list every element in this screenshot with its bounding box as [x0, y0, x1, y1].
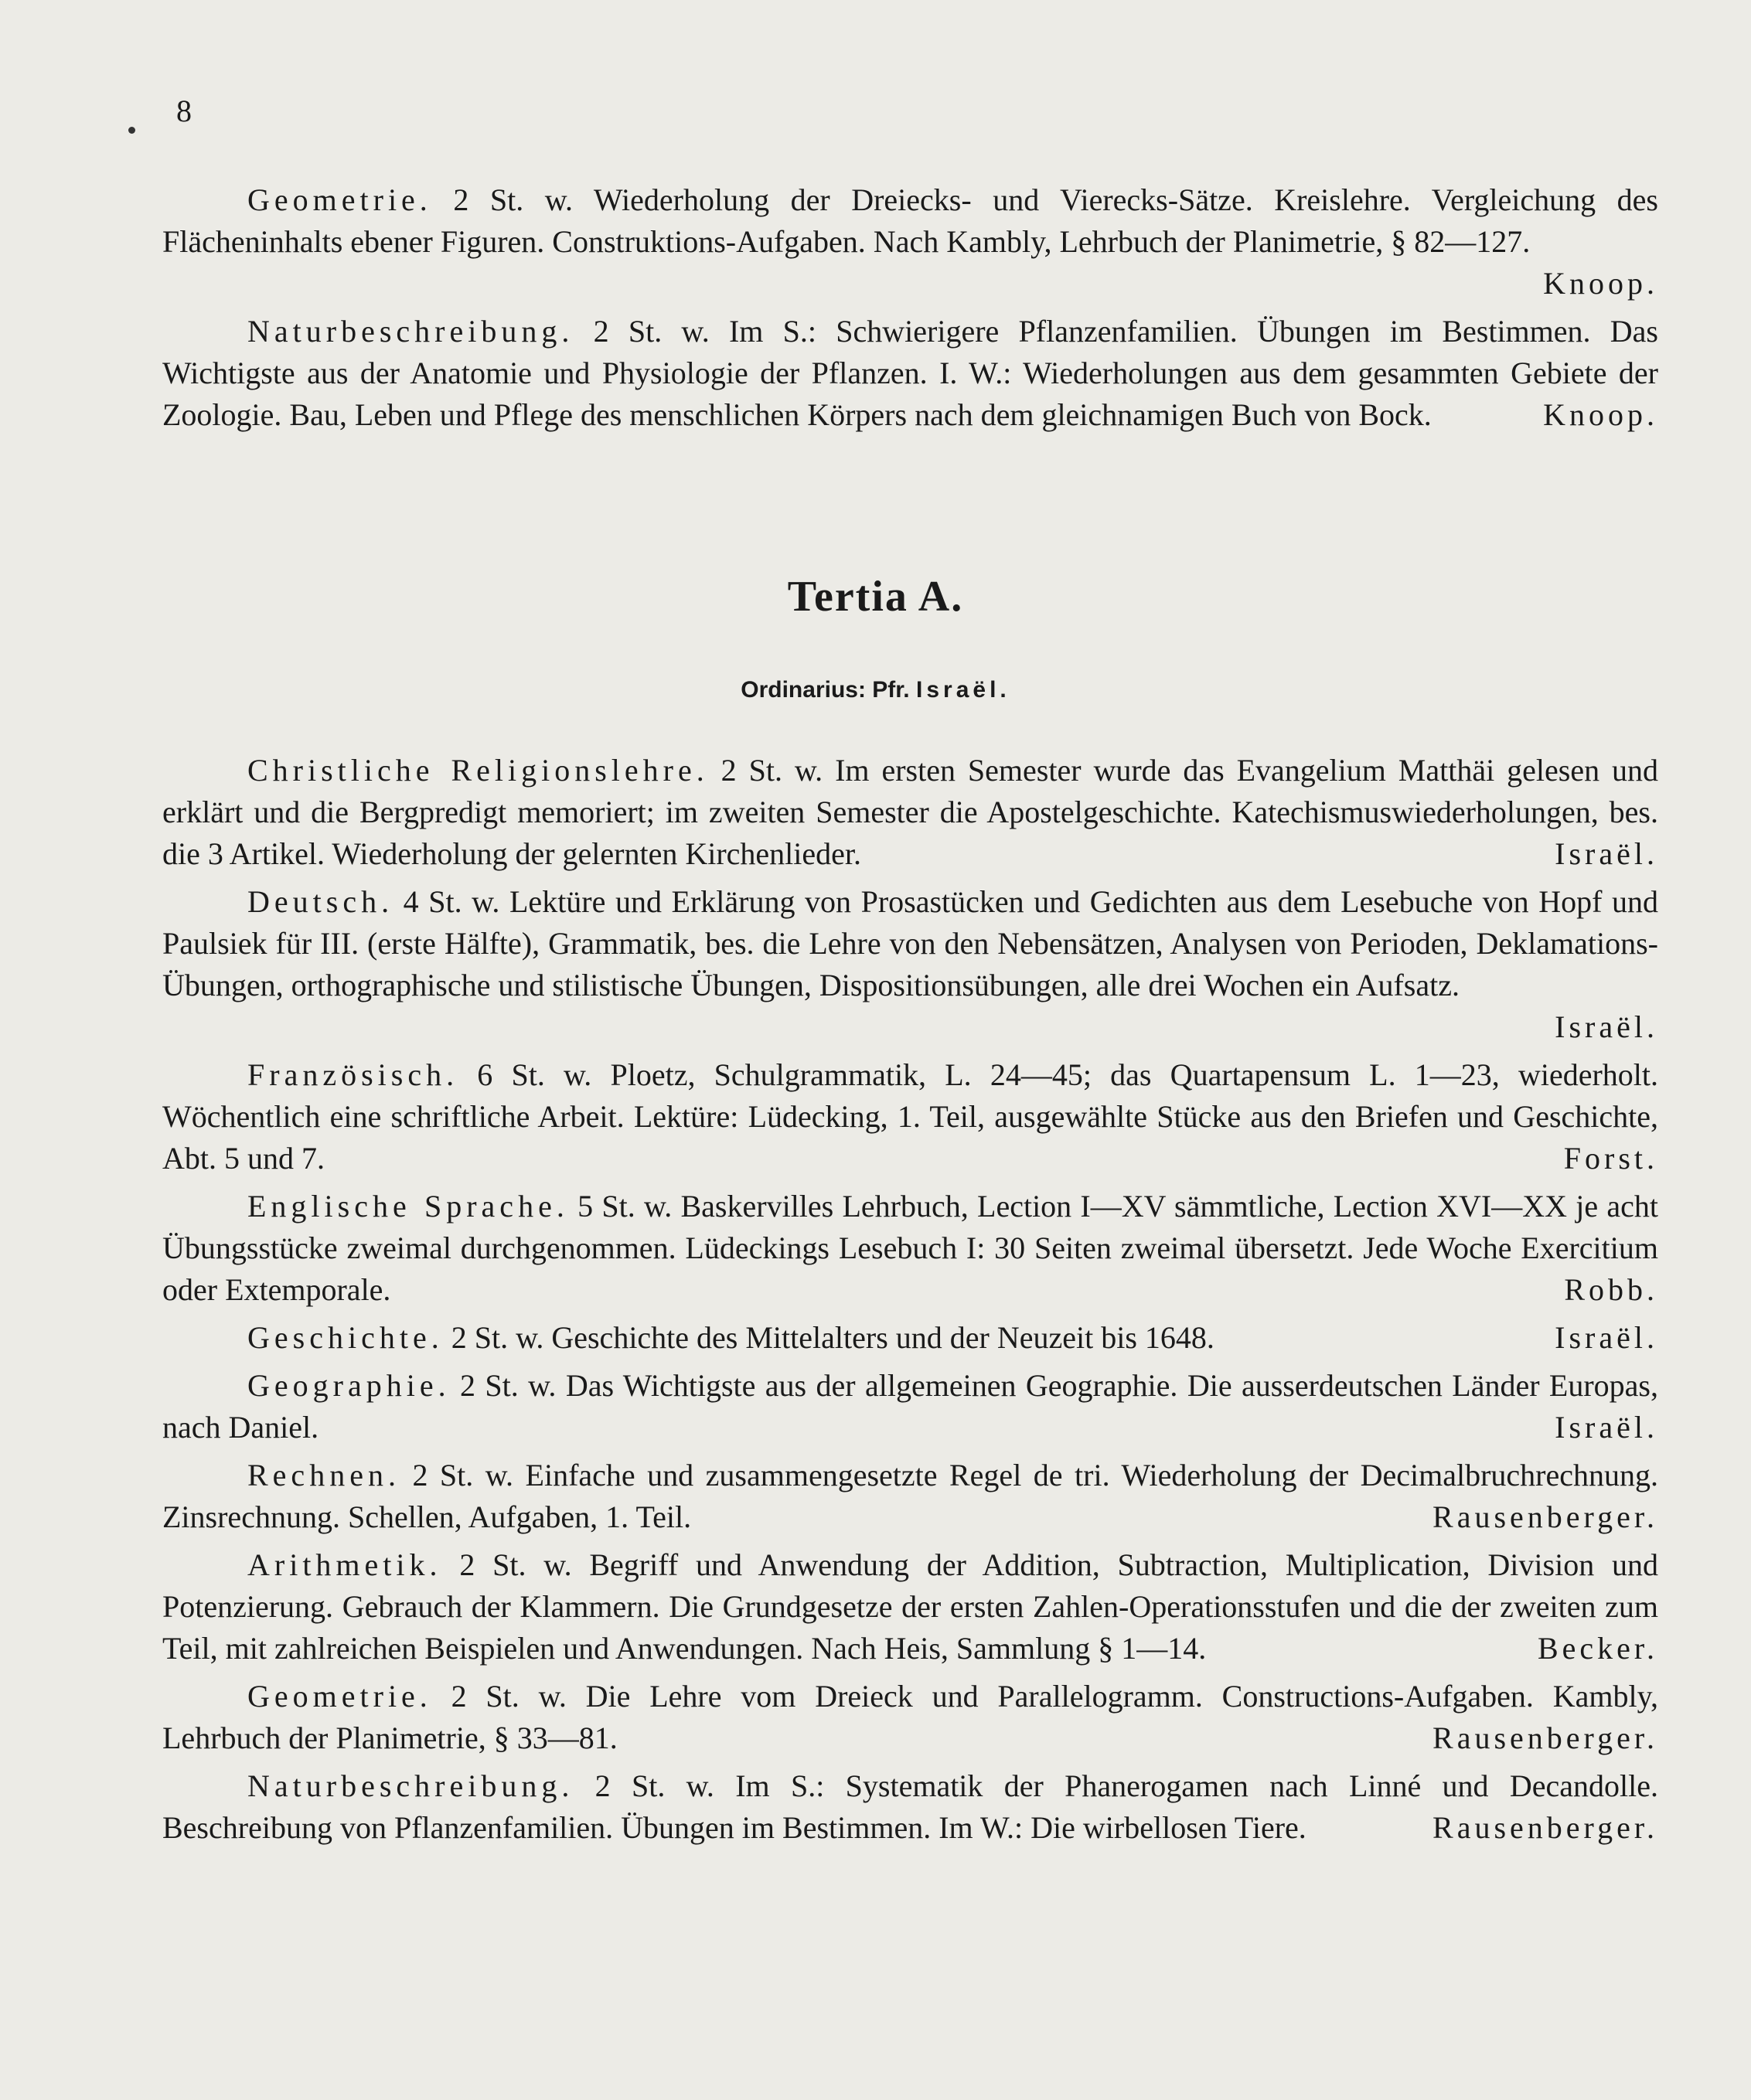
course-subject: Geometrie.	[247, 182, 432, 217]
course-subject: Geographie.	[247, 1368, 451, 1403]
main-entries	[162, 750, 1658, 1855]
course-teacher: Rausenberger.	[1432, 1499, 1658, 1534]
course-teacher: Israël.	[1555, 1320, 1658, 1355]
course-entry	[162, 750, 1658, 875]
course-entry	[162, 311, 1658, 436]
ordinarius-line	[0, 677, 1751, 703]
course-entry	[162, 1054, 1658, 1179]
course-teacher: Forst.	[1563, 1141, 1658, 1176]
course-entry	[162, 1455, 1658, 1538]
course-description: 2 St. w. Begriff und Anwendung der Addition, Subtraction, Multiplication, Division und Potenzierung. Gebrauch der Klammern. Die Grundgesetze der ersten Zahlen-Operationsstufen und die der zweiten zum Teil, mit zahlreichen Beispielen und Anwendungen. Nach Heis, Sammlung § 1—14.	[162, 1547, 1658, 1666]
course-entry	[162, 1765, 1658, 1849]
course-teacher: Becker.	[1537, 1631, 1658, 1666]
section-title: Tertia A.	[787, 573, 964, 621]
course-subject: Arithmetik.	[247, 1547, 442, 1582]
course-subject: Naturbeschreibung.	[247, 314, 574, 349]
course-teacher: Knoop.	[1543, 266, 1658, 301]
ordinarius-label: Ordinarius: Pfr.	[741, 677, 910, 703]
course-subject: Deutsch.	[247, 884, 394, 919]
course-description: 2 St. w. Wiederholung der Dreiecks- und Vierecks-Sätze. Kreislehre. Vergleichung des Flächeninhalts ebener Figuren. Construktions-Aufgaben. Nach Kambly, Lehrbuch der Planimetrie, § 82—127.	[162, 182, 1658, 259]
course-entry	[162, 1186, 1658, 1311]
course-entry	[162, 1676, 1658, 1759]
course-teacher: Rausenberger.	[1432, 1810, 1658, 1845]
course-teacher: Israël.	[1555, 1410, 1658, 1445]
course-entry	[162, 1544, 1658, 1669]
course-entry	[162, 1317, 1658, 1359]
course-entry	[162, 881, 1658, 1048]
ordinarius-name: Israël.	[916, 677, 1010, 703]
course-teacher: Israël.	[1555, 836, 1658, 871]
course-subject: Naturbeschreibung.	[247, 1768, 574, 1803]
course-description: 2 St. w. Geschichte des Mittelalters und der Neuzeit bis 1648.	[443, 1320, 1214, 1355]
course-subject: Christliche Religionslehre.	[247, 753, 709, 788]
course-description: 2 St. w. Einfache und zusammengesetzte Regel de tri. Wiederholung der Decimalbruchrechnung. Zinsrechnung. Schellen, Aufgaben, 1. Teil.	[162, 1458, 1658, 1534]
margin-dot	[128, 127, 135, 134]
course-description: 2 St. w. Im ersten Semester wurde das Evangelium Matthäi gelesen und erklärt und die Bergpredigt memoriert; im zweiten Semester die Apostelgeschichte. Katechismuswiederholungen, bes. die 3 Artikel. Wiederholung der gelernten Kirchenlieder.	[162, 753, 1658, 871]
course-description: 5 St. w. Baskervilles Lehrbuch, Lection I—XV sämmtliche, Lection XVI—XX je acht Übungsstücke zweimal durchgenommen. Lüdeckings Lesebuch I: 30 Seiten zweimal übersetzt. Jede Woche Exercitium oder Extemporale.	[162, 1189, 1659, 1307]
course-subject: Geometrie.	[247, 1679, 432, 1714]
course-description: 2 St. w. Im S.: Systematik der Phanerogamen nach Linné und Decandolle. Beschreibung von Pflanzenfamilien. Übungen im Bestimmen. Im W.: Die wirbellosen Tiere.	[162, 1768, 1658, 1845]
course-teacher: Knoop.	[1543, 397, 1658, 432]
course-subject: Englische Sprache.	[247, 1189, 569, 1224]
top-entries	[162, 179, 1658, 442]
course-subject: Französisch.	[247, 1057, 459, 1092]
course-teacher: Israël.	[1555, 1009, 1658, 1044]
course-description: 2 St. w. Im S.: Schwierigere Pflanzenfamilien. Übungen im Bestimmen. Das Wichtigste aus der Anatomie und Physiologie der Pflanzen. I. W.: Wiederholungen aus dem gesammten Gebiete der Zoologie. Bau, Leben und Pflege des menschlichen Körpers nach dem gleichnamigen Buch von Bock.	[162, 314, 1658, 432]
course-teacher: Robb.	[1564, 1272, 1658, 1307]
page-number: 8	[176, 94, 192, 128]
course-entry	[162, 179, 1658, 305]
course-description: 2 St. w. Das Wichtigste aus der allgemeinen Geographie. Die ausserdeutschen Länder Europas, nach Daniel.	[162, 1368, 1658, 1445]
course-description: 6 St. w. Ploetz, Schulgrammatik, L. 24—45; das Quartapensum L. 1—23, wiederholt. Wöchentlich eine schriftliche Arbeit. Lektüre: Lüdecking, 1. Teil, ausgewählte Stücke aus den Briefen und Geschichte, Abt. 5 und 7.	[162, 1057, 1658, 1176]
course-subject: Geschichte.	[247, 1320, 444, 1355]
course-teacher: Rausenberger.	[1432, 1721, 1658, 1755]
course-subject: Rechnen.	[247, 1458, 400, 1492]
course-entry	[162, 1365, 1658, 1448]
course-description: 4 St. w. Lektüre und Erklärung von Prosastücken und Gedichten aus dem Lesebuche von Hopf und Paulsiek für III. (erste Hälfte), Grammatik, bes. die Lehre von den Nebensätzen, Analysen von Perioden, Deklamations-Übungen, orthographische und stilistische Übungen, Dispositionsübungen, alle drei Wochen ein Aufsatz.	[162, 884, 1658, 1002]
course-description: 2 St. w. Die Lehre vom Dreieck und Parallelogramm. Constructions-Aufgaben. Kambly, Lehrbuch der Planimetrie, § 33—81.	[162, 1679, 1658, 1755]
